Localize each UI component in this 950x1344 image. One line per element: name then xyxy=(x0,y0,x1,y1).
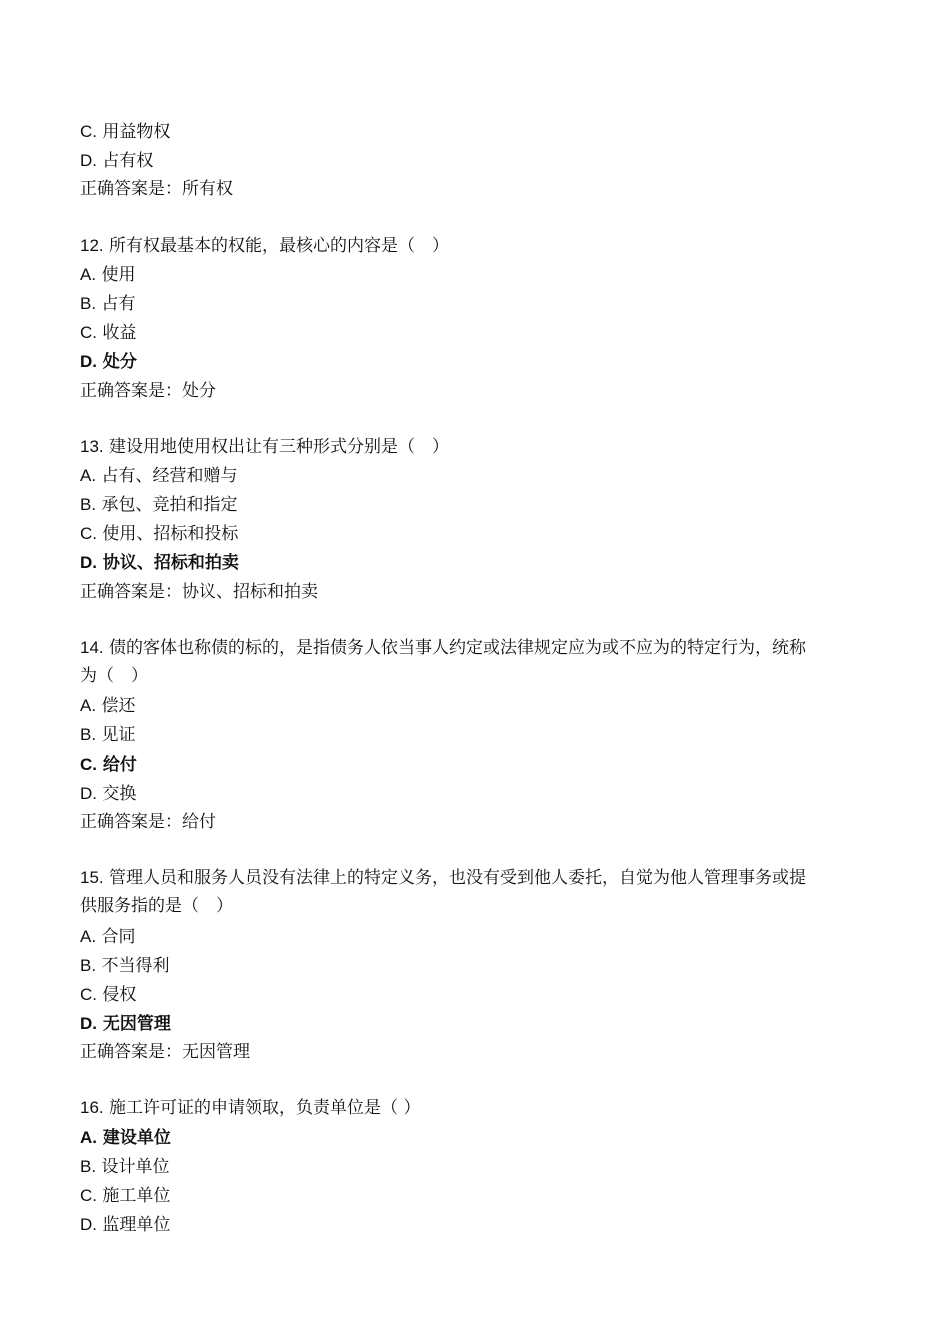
correct-answer: 正确答案是：处分 xyxy=(80,380,216,401)
correct-answer: 正确答案是：无因管理 xyxy=(80,1042,250,1063)
correct-answer: 正确答案是：所有权 xyxy=(80,179,233,200)
question-stem: 13. 建设用地使用权出让有三种形式分别是（ ） xyxy=(80,436,450,457)
question-16 xyxy=(80,1093,900,1239)
option-d-correct: D. 无因管理 xyxy=(80,1014,171,1035)
option-d: D. 交换 xyxy=(80,783,137,804)
option-d: D. 占有权 xyxy=(80,151,154,172)
question-stem: 12. 所有权最基本的权能，最核心的内容是（ ） xyxy=(80,235,450,256)
question-13 xyxy=(80,432,900,607)
question-15 xyxy=(80,863,900,1067)
option-c: C. 使用、招标和投标 xyxy=(80,524,239,545)
option-b: B. 不当得利 xyxy=(80,955,170,976)
correct-answer: 正确答案是：给付 xyxy=(80,811,216,832)
question-stem-continued: 供服务指的是（ ） xyxy=(80,896,233,917)
option-d-correct: D. 协议、招标和拍卖 xyxy=(80,553,239,574)
option-a: A. 合同 xyxy=(80,926,136,947)
option-c: C. 用益物权 xyxy=(80,122,171,142)
option-c-correct: C. 给付 xyxy=(80,754,137,775)
correct-answer: 正确答案是：协议、招标和拍卖 xyxy=(80,581,318,602)
option-b: B. 占有 xyxy=(80,293,136,314)
option-b: B. 见证 xyxy=(80,725,136,746)
option-c: C. 施工单位 xyxy=(80,1186,171,1206)
option-b: B. 设计单位 xyxy=(80,1156,170,1177)
question-14 xyxy=(80,633,900,837)
document-page xyxy=(80,117,900,1239)
option-c: C. 收益 xyxy=(80,323,137,344)
option-a: A. 占有、经营和赠与 xyxy=(80,465,238,486)
option-a: A. 使用 xyxy=(80,264,136,285)
question-stem: 16. 施工许可证的申请领取，负责单位是（ ） xyxy=(80,1098,421,1119)
option-b: B. 承包、竞拍和指定 xyxy=(80,495,238,516)
option-d-correct: D. 处分 xyxy=(80,352,137,373)
option-a-correct: A. 建设单位 xyxy=(80,1127,171,1148)
option-d: D. 监理单位 xyxy=(80,1215,171,1236)
question-11 xyxy=(80,117,900,205)
question-stem-continued: 为（ ） xyxy=(80,666,148,686)
question-stem: 15. 管理人员和服务人员没有法律上的特定义务，也没有受到他人委托，自觉为他人管理事务或提 xyxy=(80,868,807,889)
question-12 xyxy=(80,231,900,406)
option-a: A. 偿还 xyxy=(80,696,136,717)
option-c: C. 侵权 xyxy=(80,984,137,1005)
question-stem: 14. 债的客体也称债的标的，是指债务人依当事人约定或法律规定应为或不应为的特定行为，统称 xyxy=(80,637,807,658)
